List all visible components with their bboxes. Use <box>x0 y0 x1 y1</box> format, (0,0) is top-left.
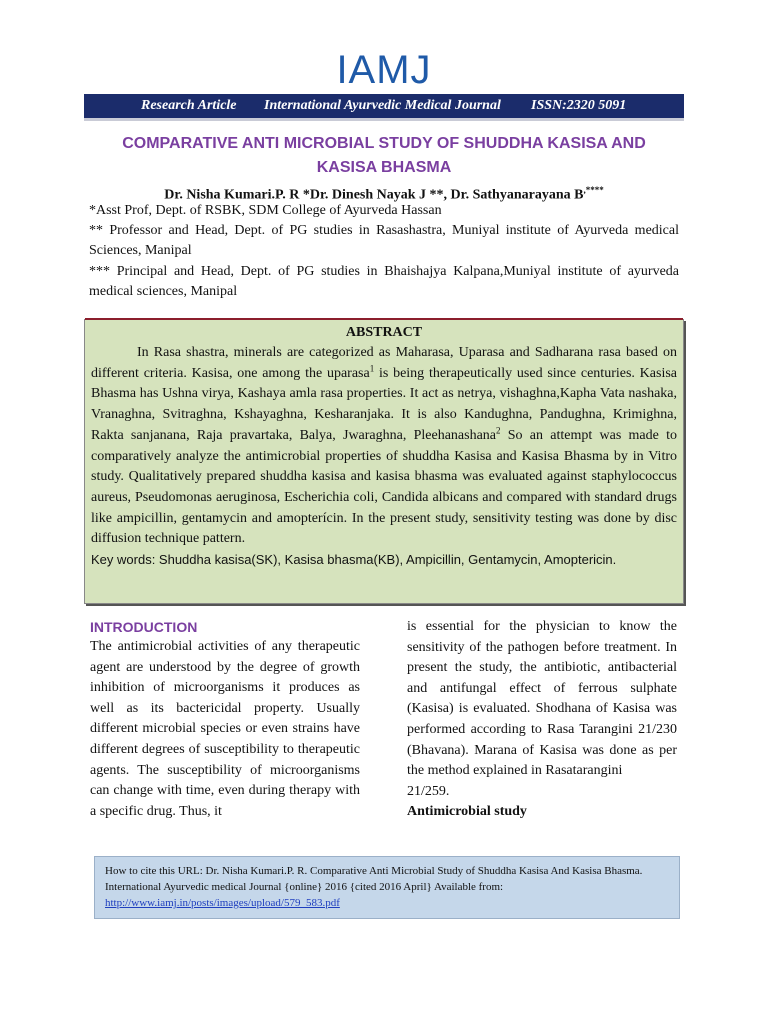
citation-url-link[interactable]: http://www.iamj.in/posts/images/upload/579_583.pdf <box>105 897 340 909</box>
journal-logo: IAMJ <box>336 48 432 92</box>
abstract-text-a: In Rasa shastra, minerals are categorized as Maharasa, Uparasa and Sadharana rasa based on different criteria. Kasisa, one among the uparasa <box>91 345 677 381</box>
author-3-tail: * <box>599 185 604 195</box>
author-1: Dr. Nisha Kumari.P. R * <box>164 187 310 203</box>
banner-article-type: Research Article <box>141 98 237 113</box>
intro-reference: 21/259. <box>407 783 450 799</box>
abstract-text <box>91 343 677 550</box>
keywords: Key words: Shuddha kasisa(SK), Kasisa bhasma(KB), Ampicillin, Gentamycin, Amoptericin. <box>91 552 617 568</box>
abstract-box <box>84 319 684 604</box>
author-3: Dr. Sathyanarayana B <box>450 187 584 203</box>
column-right <box>407 617 677 823</box>
author-2: Dr. Dinesh Nayak J ** <box>309 187 444 203</box>
article-title <box>84 132 684 180</box>
subheading-antimicrobial-study: Antimicrobial study <box>407 804 527 820</box>
intro-paragraph-left: The antimicrobial activities of any therapeutic agent are understood by the degree of growth inhibition of microorganisms it produces as well as its bactericidal property. Usually different microbial species or even strains have different degrees of susceptibility to therapeutic agents. The susceptibility of microorganisms can change with time, even during therapy with a specific drug. Thus, it <box>90 639 360 819</box>
affiliation-1: *Asst Prof, Dept. of RSBK, SDM College of Ayurveda Hassan <box>89 203 442 218</box>
citation-line2: International Ayurvedic medical Journal {online} 2016 {cited 2016 April} Available from: <box>105 881 504 893</box>
intro-paragraph-right: is essential for the physician to know the sensitivity of the pathogen before treatment. In present the study, the antibiotic, antibacterial and antifungal effect of ferrous sulphate (Kasisa) is evaluated. Shodhana of Kasisa was performed according to Rasa Tarangini 21/230 (Bhavana). Marana of Kasisa was done as per the method explained in Rasatarangini <box>407 619 677 779</box>
citation-box <box>94 856 680 919</box>
abstract-text-b: is being therapeutically used since centuries. Kasisa Bhasma has Ushna virya, Kashaya amla rasa properties. It act as netrya, vishaghna,Kapha Vata nashaka, Vranaghna, Svitraghna, Kshayaghna, Kesharanjaka. It is also Kandughna, Pandughna, Krimighna, Rakta sanjanana, Raja pravartaka, Balya, Jwaraghna, Pleehanashana <box>91 365 678 443</box>
column-left <box>90 617 360 822</box>
article-title-line2: KASISA BHASMA <box>316 159 452 176</box>
article-title-line1: COMPARATIVE ANTI MICROBIAL STUDY OF SHUDDHA KASISA AND <box>122 135 646 152</box>
footnote-1: 1 <box>369 363 375 374</box>
banner-issn: ISSN:2320 5091 <box>531 98 627 113</box>
author-3-mark: ,*** <box>583 185 600 195</box>
abstract-text-c: So an attempt was made to comparatively analyze the antimicrobial properties of shuddha Kasisa and Kasisa Bhasma by in Vitro study. Qualitatively prepared shuddha kasisa and kasisa bhasma was evaluated against staphylococcus aureus, Pseudomonas aeruginosa, Escherichia coli, Candida albicans and compared with standard drugs like ampicillin, gentamycin and amopterícin. In the present study, sensitivity testing was done by disc diffusion technique pattern. <box>91 427 677 547</box>
banner-journal-name: International Ayurvedic Medical Journal <box>264 98 501 113</box>
footnote-2: 2 <box>496 425 501 436</box>
section-heading-introduction: INTRODUCTION <box>90 619 198 635</box>
affiliation-2: ** Professor and Head, Dept. of PG studies in Rasashastra, Muniyal institute of Ayurveda medical Sciences, Manipal <box>89 223 679 258</box>
citation-line1: How to cite this URL: Dr. Nisha Kumari.P. R. Comparative Anti Microbial Study of Shuddha Kasisa And Kasisa Bhasma. <box>105 865 643 877</box>
author-separator: , <box>443 187 448 203</box>
journal-banner <box>84 94 684 121</box>
affiliation-3: *** Principal and Head, Dept. of PG studies in Bhaishajya Kalpana,Muniyal institute of ayurveda medical sciences, Manipal <box>89 264 679 299</box>
abstract-heading: ABSTRACT <box>345 325 423 340</box>
